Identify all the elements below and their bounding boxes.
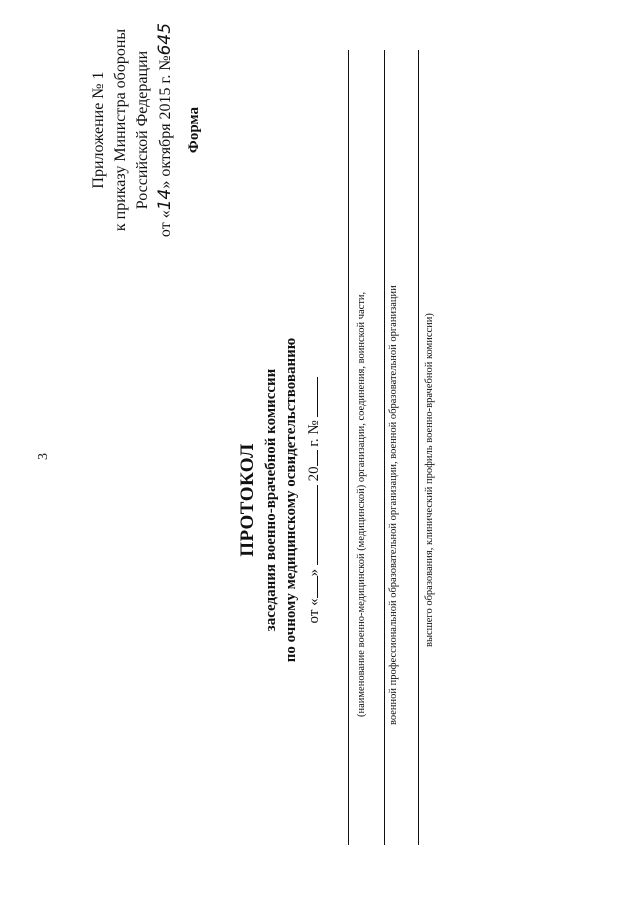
caption-line-1: (наименование военно-медицинской (медицинской) организации, соединения, воинской части,: [356, 291, 367, 717]
protocol-title-block: [235, 235, 325, 765]
org-name-line-3[interactable]: [418, 50, 419, 845]
appendix-date-prefix: от «: [157, 210, 174, 238]
year-suffix: г. №: [306, 420, 322, 447]
handwritten-order-number: 645: [155, 22, 175, 56]
handwritten-day: 14: [155, 188, 175, 211]
org-name-line-2[interactable]: [384, 50, 385, 845]
month-blank[interactable]: [303, 485, 318, 565]
appendix-date-line: [154, 0, 177, 265]
appendix-date-middle: » октября 2015 г. №: [157, 55, 174, 189]
protocol-subtitle-1: заседания военно-врачебной комиссии: [263, 368, 279, 632]
page-number: 3: [36, 453, 51, 460]
protocol-date-line: [303, 235, 325, 765]
form-label: Форма: [186, 106, 202, 154]
year-prefix: 20: [306, 466, 322, 482]
appendix-line-2: к приказу Министра обороны: [112, 28, 129, 232]
protocol-subtitle-2: по очному медицинскому освидетельствованию: [283, 337, 299, 663]
protocol-title: ПРОТОКОЛ: [237, 443, 258, 557]
date-prefix: от «: [306, 598, 322, 624]
appendix-line-3: Российской Федерации: [134, 50, 151, 210]
caption-line-3: высшего образования, клинический профиль военно-врачебной комиссии): [424, 313, 435, 647]
year-blank[interactable]: [303, 450, 318, 466]
day-blank[interactable]: [303, 576, 318, 598]
caption-line-2: военной профессиональной образовательной организации, военной образовательной организации: [388, 285, 399, 725]
appendix-line-1: Приложение № 1: [90, 71, 107, 189]
appendix-header: [88, 0, 177, 265]
org-name-line-1[interactable]: [348, 50, 349, 845]
protocol-number-blank[interactable]: [303, 377, 318, 417]
date-quote-close: »: [306, 568, 322, 577]
